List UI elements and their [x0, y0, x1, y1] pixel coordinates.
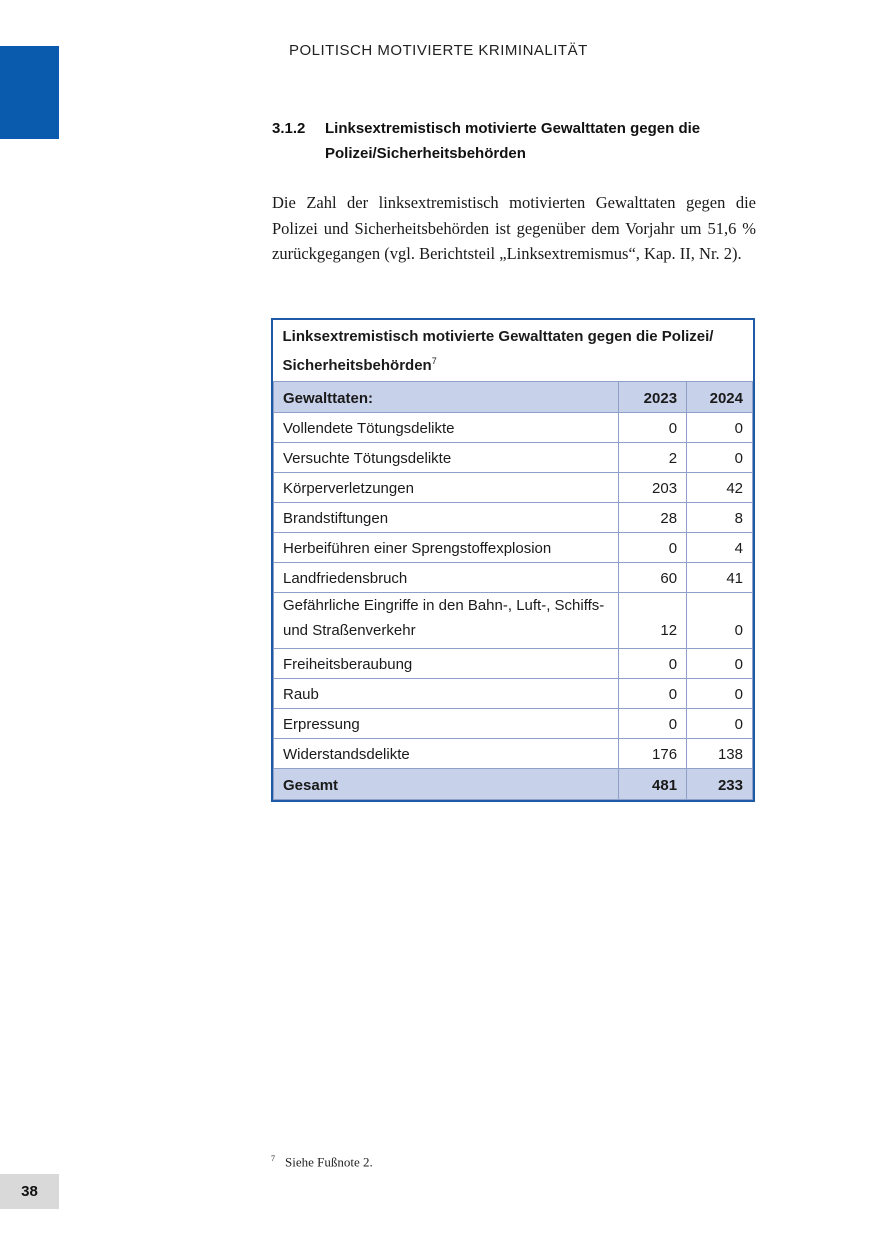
page-number: 38	[0, 1174, 59, 1209]
row-label: Brandstiftungen	[274, 503, 619, 533]
value-2023: 176	[619, 739, 687, 769]
column-header-category: Gewalttaten:	[274, 382, 619, 413]
value-2023: 0	[619, 709, 687, 739]
table-row	[274, 649, 753, 679]
row-label: Raub	[274, 679, 619, 709]
column-header-2024: 2024	[687, 382, 753, 413]
intro-paragraph: Die Zahl der linksextremistisch motivierten Gewalttaten gegen die Polizei und Sicherheitsbehörden ist gegenüber dem Vorjahr um 51,6 % zurückgegangen (vgl. Berichtsteil „Linksextremismus“, Kap. II, Nr. 2).	[272, 193, 756, 263]
row-label: Gefährliche Eingriffe in den Bahn-, Luft-, Schiffs- und Straßenverkehr	[274, 593, 619, 649]
column-header-2023: 2023	[619, 382, 687, 413]
value-2024: 41	[687, 563, 753, 593]
section-title: Linksextremistisch motivierte Gewalttaten gegen die Polizei/Sicherheitsbehörden	[325, 120, 701, 162]
value-2024: 0	[687, 593, 753, 649]
row-label: Widerstandsdelikte	[274, 739, 619, 769]
value-2023: 0	[619, 679, 687, 709]
statistics-table	[271, 318, 755, 802]
table-caption-text: Linksextremistisch motivierte Gewalttaten gegen die Polizei/ Sicherheitsbehörden	[282, 328, 714, 374]
row-label: Freiheitsberaubung	[274, 649, 619, 679]
value-2024: 42	[687, 473, 753, 503]
table-row	[274, 473, 753, 503]
value-2024: 0	[687, 679, 753, 709]
value-2023: 0	[619, 533, 687, 563]
total-label: Gesamt	[274, 769, 619, 800]
row-label: Herbeiführen einer Sprengstoffexplosion	[274, 533, 619, 563]
value-2024: 0	[687, 649, 753, 679]
table-row	[274, 503, 753, 533]
table-row	[274, 413, 753, 443]
table-row	[274, 443, 753, 473]
row-label: Körperverletzungen	[274, 473, 619, 503]
total-2023: 481	[619, 769, 687, 800]
running-header: POLITISCH MOTIVIERTE KRIMINALITÄT	[289, 42, 588, 59]
row-label: Erpressung	[274, 709, 619, 739]
footnote	[271, 1154, 373, 1170]
value-2023: 60	[619, 563, 687, 593]
value-2023: 2	[619, 443, 687, 473]
value-2023: 28	[619, 503, 687, 533]
value-2023: 0	[619, 649, 687, 679]
table-row	[274, 563, 753, 593]
value-2024: 0	[687, 413, 753, 443]
row-label: Landfriedensbruch	[274, 563, 619, 593]
value-2024: 0	[687, 443, 753, 473]
table-row	[274, 533, 753, 563]
table-row	[274, 679, 753, 709]
value-2024: 4	[687, 533, 753, 563]
value-2023: 0	[619, 413, 687, 443]
table-caption	[274, 320, 753, 382]
value-2024: 8	[687, 503, 753, 533]
table-header-row	[274, 382, 753, 413]
table-caption-row	[274, 320, 753, 382]
section-number: 3.1.2	[272, 120, 306, 137]
total-2024: 233	[687, 769, 753, 800]
table-total-row	[274, 769, 753, 800]
value-2023: 12	[619, 593, 687, 649]
footnote-text: Siehe Fußnote 2.	[285, 1154, 373, 1170]
section-heading	[272, 116, 752, 166]
footnote-mark: 7	[271, 1154, 275, 1163]
row-label: Versuchte Tötungsdelikte	[274, 443, 619, 473]
table-row	[274, 593, 753, 649]
value-2023: 203	[619, 473, 687, 503]
table-row	[274, 739, 753, 769]
chapter-tab-marker	[0, 46, 59, 139]
value-2024: 0	[687, 709, 753, 739]
caption-footnote-mark: 7	[431, 356, 437, 366]
value-2024: 138	[687, 739, 753, 769]
table-row	[274, 709, 753, 739]
row-label: Vollendete Tötungsdelikte	[274, 413, 619, 443]
